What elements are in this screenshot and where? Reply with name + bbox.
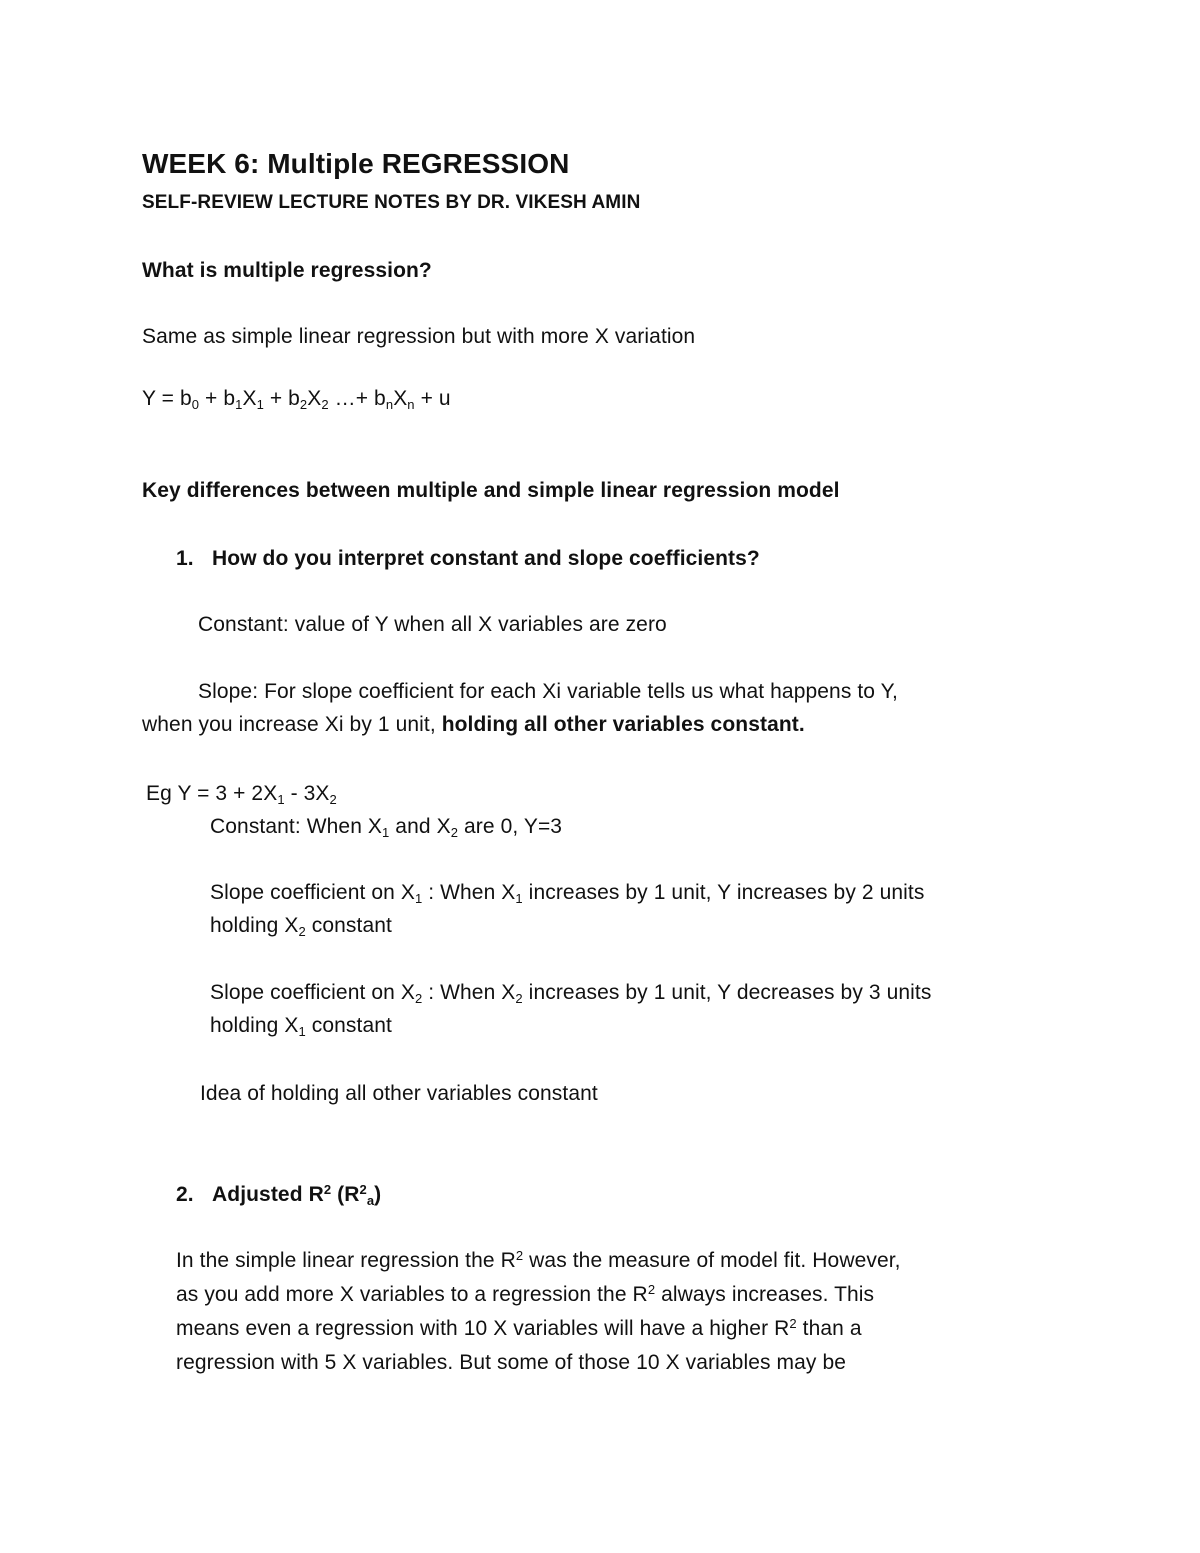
section-heading: Key differences between multiple and simple linear regression model xyxy=(142,479,840,502)
regression-equation: $Y = b_0 + b_1X_1 + b_2X_2$ …+ $b_nX_n + u$ xyxy=(142,387,451,412)
idea-text: Idea of holding all other variables constant xyxy=(200,1082,598,1105)
paragraph-line-4: regression with 5 X variables. But some of those 10 X variables may be xyxy=(176,1351,846,1374)
slope-text-line-1: Slope: For slope coefficient for each Xi variable tells us what happens to Y, xyxy=(198,680,898,703)
example-equation: Eg $Y = 3 + 2X_1 - 3X_2$ xyxy=(146,782,337,807)
example-constant: Constant: When $X_1$ and $X_2$ are 0, Y=3 xyxy=(210,815,563,840)
slope-text-line-2: when you increase Xi by 1 unit, holding all other variables constant. xyxy=(142,713,805,736)
paragraph-line-1: In the simple linear regression the $R^2$ was the measure of model fit. However, xyxy=(176,1247,901,1272)
slope-x2-line-2: holding $X_1$ constant xyxy=(210,1014,392,1039)
slope-x2-line-1: Slope coefficient on $X_2$ : When $X_2$ increases by 1 unit, Y decreases by 3 units xyxy=(210,981,932,1006)
slope-x1-line-2: holding $X_2$ constant xyxy=(210,914,392,939)
list-item-heading: 1. How do you interpret constant and slope coefficients? xyxy=(176,547,760,570)
page-subtitle: SELF-REVIEW LECTURE NOTES BY DR. VIKESH AMIN xyxy=(142,192,641,213)
paragraph-line-3: means even a regression with 10 X variables will have a higher $R^2$ than a xyxy=(176,1315,862,1340)
answer-text: Same as simple linear regression but with more X variation xyxy=(142,325,696,348)
paragraph-line-2: as you add more X variables to a regression the $R^2$ always increases. This xyxy=(176,1281,875,1306)
question-heading: What is multiple regression? xyxy=(142,259,432,282)
constant-text: Constant: value of Y when all X variables are zero xyxy=(198,613,667,636)
page-title: WEEK 6: Multiple REGRESSION xyxy=(142,148,570,179)
slope-x1-line-1: Slope coefficient on $X_1$ : When $X_1$ increases by 1 unit, Y increases by 2 units xyxy=(210,881,925,906)
list-item-heading: 2. Adjusted $R^2$ $(R^2_a)$ xyxy=(176,1181,382,1208)
